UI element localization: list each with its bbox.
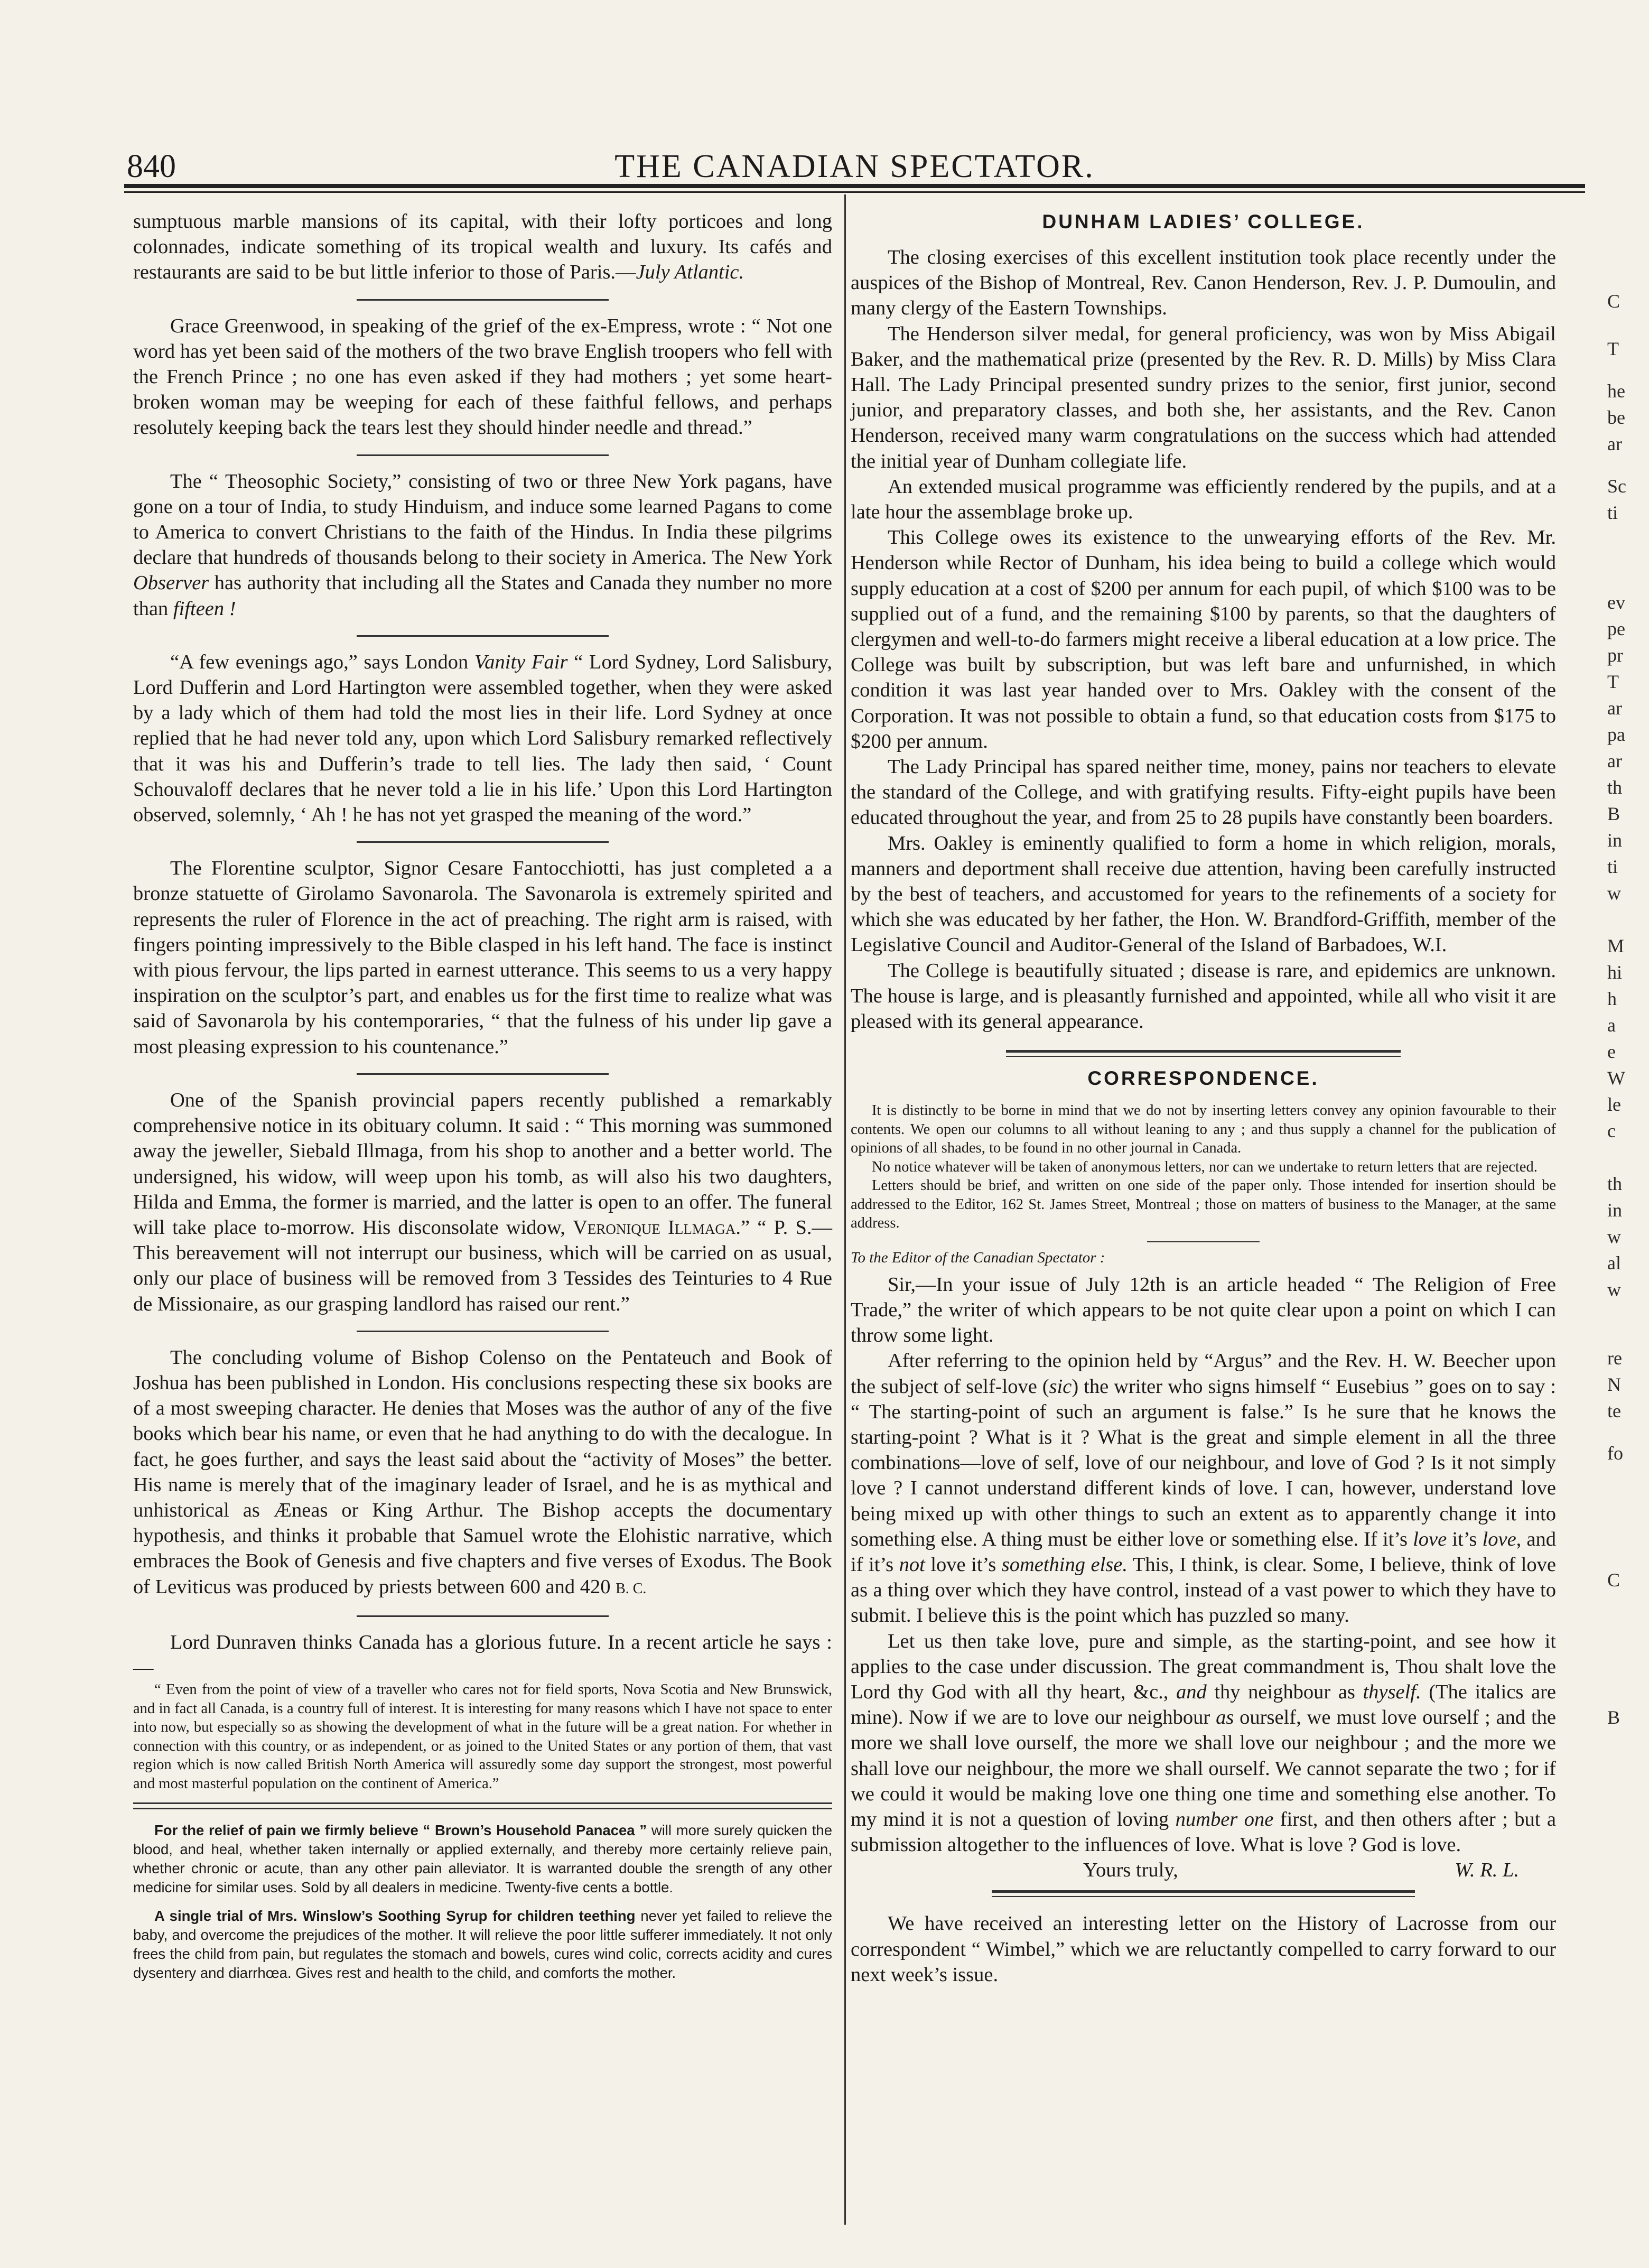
- margin-fragment: ti: [1607, 502, 1618, 523]
- margin-fragment: ar: [1607, 698, 1622, 719]
- margin-fragment: Sc: [1607, 476, 1626, 497]
- separator: [357, 1615, 608, 1617]
- margin-fragment: N: [1607, 1374, 1621, 1395]
- paragraph-vanity-fair: “A few evenings ago,” says London Vanity Fair “ Lord Sydney, Lord Salisbury, Lord Dufferin and Lord Hartington were assembled together, when they were asked by a lady which of them had told the most lies in their life. Lord Sydney at once replied that he had never told any, upon which Lord Salisbury remarked reflectively that it was his and Dufferin’s trade to tell lies. The lady then said, ‘ Count Schouvaloff declares that he never told a lie in his life.’ Upon this Lord Hartington observed, solemnly, ‘ Ah ! he has not yet grasped the meaning of the word.”: [133, 650, 832, 826]
- heading-dunham-college: DUNHAM LADIES’ COLLEGE.: [1042, 211, 1365, 233]
- separator: [357, 841, 608, 843]
- margin-fragment: pe: [1607, 618, 1625, 639]
- paragraph-obituary: One of the Spanish provincial papers recently published a remarkably comprehensive notice in its obituary column. It said : “ This morning was summoned away the jeweller, Siebald Illmaga, from his shop to another and a better world. The undersigned, his widow, will weep upon his tomb, as will also his two daughters, Hilda and Emma, the former is married, and the latter is open to an offer. The funeral will take place to-morrow. His disconsolate widow, Veronique Illmaga.” “ P. S.—This bereavement will not interrupt our business, which will be carried on as usual, only our place of business will be removed from 3 Tessides des Teinturies to 4 Rue de Missionaire, as our grasping landlord has raised our rent.”: [133, 1089, 832, 1315]
- paragraph-lacrosse: We have received an interesting letter on the History of Lacrosse from our correspondent “ Wimbel,” which we are reluctantly compelled to carry forward to our next week’s issue.: [851, 1912, 1556, 1986]
- ads-double-rule: [133, 1802, 832, 1809]
- section-double-rule: [1006, 1050, 1401, 1057]
- margin-fragment: e: [1607, 1041, 1616, 1062]
- margin-fragment: th: [1607, 1173, 1623, 1194]
- letter-signoff: [851, 1857, 1556, 1883]
- separator: [1147, 1241, 1260, 1242]
- margin-fragment: c: [1607, 1120, 1616, 1141]
- margin-fragment: a: [1607, 1015, 1616, 1036]
- paragraph-savonarola: The Florentine sculptor, Signor Cesare Fantocchiotti, has just completed a a bronze statuette of Girolamo Savonarola. The Savonarola is extremely spirited and represents the ruler of Florence in the act of preaching. The right arm is raised, with fingers pointing impressively to the Bible clasped in his left hand. The face is instinct with pious fervour, the lips parted in earnest utterance. This seems to us a very happy inspiration on the sculptor’s part, and enables us for the first time to realize what was said of Savonarola by his contemporaries, “ that the fulness of his under lip gave a most pleasing expression to his countenance.”: [133, 857, 832, 1058]
- page-header: [124, 148, 1585, 185]
- margin-fragment: C: [1607, 1569, 1620, 1591]
- notice-opinions: It is distinctly to be borne in mind that we do not by inserting letters convey any opinion favourable to their contents. We open our columns to all without leaning to any ; and thus supply a channel for the publication of opinions of all shades, to be found in no other journal in Canada.: [851, 1102, 1556, 1157]
- margin-fragment: ar: [1607, 433, 1622, 454]
- separator: [357, 1331, 608, 1332]
- next-page-edge: [1606, 0, 1649, 2268]
- to-editor-line: To the Editor of the Canadian Spectator :: [851, 1249, 1105, 1266]
- margin-fragment: pa: [1607, 724, 1625, 745]
- margin-fragment: B: [1607, 1707, 1620, 1728]
- paragraph-colenso: The concluding volume of Bishop Colenso on the Pentateuch and Book of Joshua has been published in London. His conclusions respecting these six books are of a most sweeping character. He denies that Moses was the author of any of the five books which bear his name, or even that he had anything to do with the decalogue. In fact, he goes further, and says the least said about the “activity of Moses” the better. His name is merely that of the imaginary leader of Israel, and he is as mythical and unhistorical as Æneas or King Arthur. The Bishop accepts the documentary hypothesis, and thinks it probable that Samuel wrote the Elohistic narrative, which embraces the Book of Genesis and five chapters and five verses of Exodus. The Book of Leviticus was produced by priests between 600 and 420 B. C.: [133, 1346, 832, 1598]
- margin-fragment: he: [1607, 380, 1625, 402]
- letter-paragraph-3: Let us then take love, pure and simple, as the starting-point, and see how it applies to the case under discussion. The great commandment is, Thou shalt love the Lord thy God with all thy heart, &c., and thy neighbour as thyself. (The italics are mine). Now if we are to love our neighbour as ourself, we must love ourself ; and the more we shall love ourself, the more we shall love our neighbour ; and the more we shall love our neighbour, the more we shall ourself. We cannot separate the two ; for if we could it would be making love one thing one time and something else another. To my mind it is not a question of loving number one first, and then others after ; but a submission altogether to the influences of love. What is love ? God is love.: [851, 1630, 1557, 1856]
- header-rule-thick: [124, 184, 1585, 188]
- notice-letters: Letters should be brief, and written on one side of the paper only. Those intended for insertion should be addressed to the Editor, 162 St. James Street, Montreal ; those on matters of business to the Manager, at the same address.: [851, 1177, 1556, 1232]
- margin-fragment: hi: [1607, 962, 1623, 983]
- margin-fragment: W: [1607, 1067, 1625, 1089]
- margin-fragment: th: [1607, 777, 1623, 798]
- margin-fragment: re: [1607, 1347, 1622, 1369]
- masthead-title: THE CANADIAN SPECTATOR.: [614, 148, 1095, 184]
- margin-fragment: al: [1607, 1252, 1621, 1274]
- margin-fragment: ti: [1607, 856, 1618, 877]
- margin-fragment: ar: [1607, 750, 1622, 772]
- right-column: [851, 209, 1556, 1987]
- margin-fragment: w: [1607, 1279, 1621, 1300]
- notice-anonymous: No notice whatever will be taken of anonymous letters, nor can we undertake to return letters that are rejected.: [872, 1158, 1538, 1175]
- margin-fragment: w: [1607, 882, 1621, 904]
- margin-fragment: fo: [1607, 1443, 1623, 1464]
- margin-fragment: in: [1607, 830, 1623, 851]
- signature: W. R. L.: [1455, 1859, 1519, 1882]
- page-number: 840: [127, 148, 176, 184]
- paragraph-lady-principal: The Lady Principal has spared neither time, money, pains nor teachers to elevate the standard of the College, and with gratifying results. Fifty-eight pupils have been educated throughout the year, and from 25 to 28 pupils have constantly been boarders.: [851, 756, 1556, 829]
- separator: [357, 1073, 608, 1075]
- letter-paragraph-2: After referring to the opinion held by “Argus” and the Rev. H. W. Beecher upon the subject of self-love (sic) the writer who signs himself “ Eusebius ” goes on to say : “ The starting-point of such an argument is false.” Is he sure that he knows the starting-point ? What is it ? What is the great and simple element in all the three combinations—love of self, love of our neighbour, and love of God ? Is it not simply love ? I cannot understand different kinds of love. I can, however, understand love being mixed up with other things to such an extent as to apparently change it into something else. A thing must be either love or something else. If it’s love it’s love, and if it’s not love it’s something else. This, I think, is clear. Some, I believe, think of love as a thing over which they have control, instead of a vast power to which they have to submit. I believe this is the point which has puzzled so many.: [851, 1350, 1557, 1627]
- paragraph-theosophic: The “ Theosophic Society,” consisting of two or three New York pagans, have gone on a tour of India, to study Hinduism, and induce some learned Pagans to come to America to convert Christians to the faith of the Hindus. In India these pilgrims declare that hundreds of thousands belong to their society in America. The New York Observer has authority that including all the States and Canada they number no more than fifteen !: [133, 470, 832, 620]
- paragraph-situation: The College is beautifully situated ; disease is rare, and epidemics are unknown. The house is large, and is pleasantly furnished and appointed, while all who visit it are pleased with its general appearance.: [851, 959, 1556, 1033]
- section-double-rule: [992, 1890, 1415, 1897]
- column-divider: [844, 194, 846, 2225]
- margin-fragment: T: [1607, 671, 1619, 692]
- margin-fragment: le: [1607, 1094, 1621, 1115]
- left-column: [133, 209, 832, 1983]
- margin-fragment: te: [1607, 1400, 1621, 1421]
- dunraven-quote: “ Even from the point of view of a traveller who cares not for field sports, Nova Scotia and New Brunswick, and in fact all Canada, is a country full of interest. It is interesting for many reasons which I have not space to enter into now, but especially so as showing the development of what in the future will be a great nation. For whether in connection with this country, or as independent, or as joined to the United States or any portion of them, that vast region which is now called British North America will assuredly some day support the strongest, most powerful and most masterful population on the continent of America.”: [133, 1681, 832, 1792]
- margin-fragment: h: [1607, 988, 1617, 1009]
- ad-browns-panacea: For the relief of pain we firmly believe “ Brown’s Household Panacea ” will more surely quicken the blood, and heal, whether taken internally or applied externally, and thereby more certainly relieve pain, whether chronic or acute, than any other pain alleviator. It is warranted double the srength of any other medicine for similar uses. Sold by all dealers in medicine. Twenty-five cents a bottle.: [133, 1822, 832, 1896]
- separator: [357, 454, 608, 456]
- ad-winslows-syrup: A single trial of Mrs. Winslow’s Soothing Syrup for children teething never yet failed to relieve the baby, and overcome the prejudices of the mother. It will relieve the poor little sufferer immediately. It not only frees the child from pain, but regulates the stomach and bowels, cures wind colic, corrects acidity and cures dysentery and diarrhœa. Gives rest and health to the child, and comforts the mother.: [133, 1908, 832, 1982]
- margin-fragment: be: [1607, 407, 1625, 428]
- separator: [357, 635, 608, 637]
- margin-fragment: pr: [1607, 645, 1623, 666]
- paragraph-musical: An extended musical programme was efficiently rendered by the pupils, and at a late hour the assemblage broke up.: [851, 475, 1556, 524]
- header-rule-thin: [124, 191, 1585, 193]
- margin-fragment: ev: [1607, 592, 1625, 613]
- margin-fragment: C: [1607, 291, 1620, 312]
- margin-fragment: T: [1607, 338, 1619, 359]
- paragraph-mrs-oakley: Mrs. Oakley is eminently qualified to form a home in which religion, morals, manners and deportment shall receive due attention, having been carefully instructed by the best of teachers, and accustomed for years to the refinements of a society for which she was educated by her father, the Hon. W. Brandford-Griffith, member of the Legislative Council and Auditor-General of the Island of Barbadoes, W.I.: [851, 832, 1556, 956]
- closing: Yours truly,: [1083, 1859, 1178, 1882]
- margin-fragment: w: [1607, 1226, 1621, 1247]
- letter-paragraph-1: Sir,—In your issue of July 12th is an article headed “ The Religion of Free Trade,” the writer of which appears to be not quite clear upon a point on which I can throw some light.: [851, 1273, 1556, 1347]
- paragraph-college-existence: This College owes its existence to the unwearying efforts of the Rev. Mr. Henderson while Rector of Dunham, his idea being to build a college which would supply education at a cost of $200 per annum for each pupil, of which $100 was to be supplied out of a fund, and the remaining $100 by parents, so that the daughters of clergymen and well-to-do farmers might receive a liberal education at a low price. The College was built by subscription, but was left bare and unfurnished, in which condition it was last year handed over to Mrs. Oakley with the consent of the Corporation. It was not possible to obtain a fund, so that education costs from $175 to $200 per annum.: [851, 526, 1556, 752]
- heading-correspondence: CORRESPONDENCE.: [1087, 1067, 1319, 1090]
- paragraph-brazil: sumptuous marble mansions of its capital, with their lofty porticoes and long colonnades, indicate something of its tropical wealth and luxury. Its cafés and restaurants are said to be but little inferior to those of Paris.—July Atlantic.: [133, 210, 832, 284]
- paragraph-closing-exercises: The closing exercises of this excellent institution took place recently under the auspices of the Bishop of Montreal, Rev. Canon Henderson, Rev. J. P. Dumoulin, and many clergy of the Eastern Townships.: [851, 246, 1556, 320]
- separator: [357, 299, 608, 301]
- paragraph-greenwood: Grace Greenwood, in speaking of the grief of the ex-Empress, wrote : “ Not one word has yet been said of the mothers of the two brave English troopers who fell with the French Prince ; no one has even asked if they had mothers ; yet some heart-broken woman may be weeping for each of these faithful fellows, and perhaps resolutely keeping back the tears lest they should hinder needle and thread.”: [133, 314, 832, 439]
- paragraph-dunraven: Lord Dunraven thinks Canada has a glorious future. In a recent article he says :—: [133, 1631, 832, 1679]
- paragraph-medal: The Henderson silver medal, for general proficiency, was won by Miss Abigail Baker, and the mathematical prize (presented by the Rev. R. D. Mills) by Miss Clara Hall. The Lady Principal presented sundry prizes to the senior, first junior, second junior, and preparatory classes, and both she, her assistants, and the Rev. Canon Henderson, received many warm congratulations on the success which had attended the initial year of Dunham collegiate life.: [851, 322, 1556, 472]
- margin-fragment: B: [1607, 803, 1620, 824]
- margin-fragment: M: [1607, 935, 1625, 956]
- margin-fragment: in: [1607, 1200, 1623, 1221]
